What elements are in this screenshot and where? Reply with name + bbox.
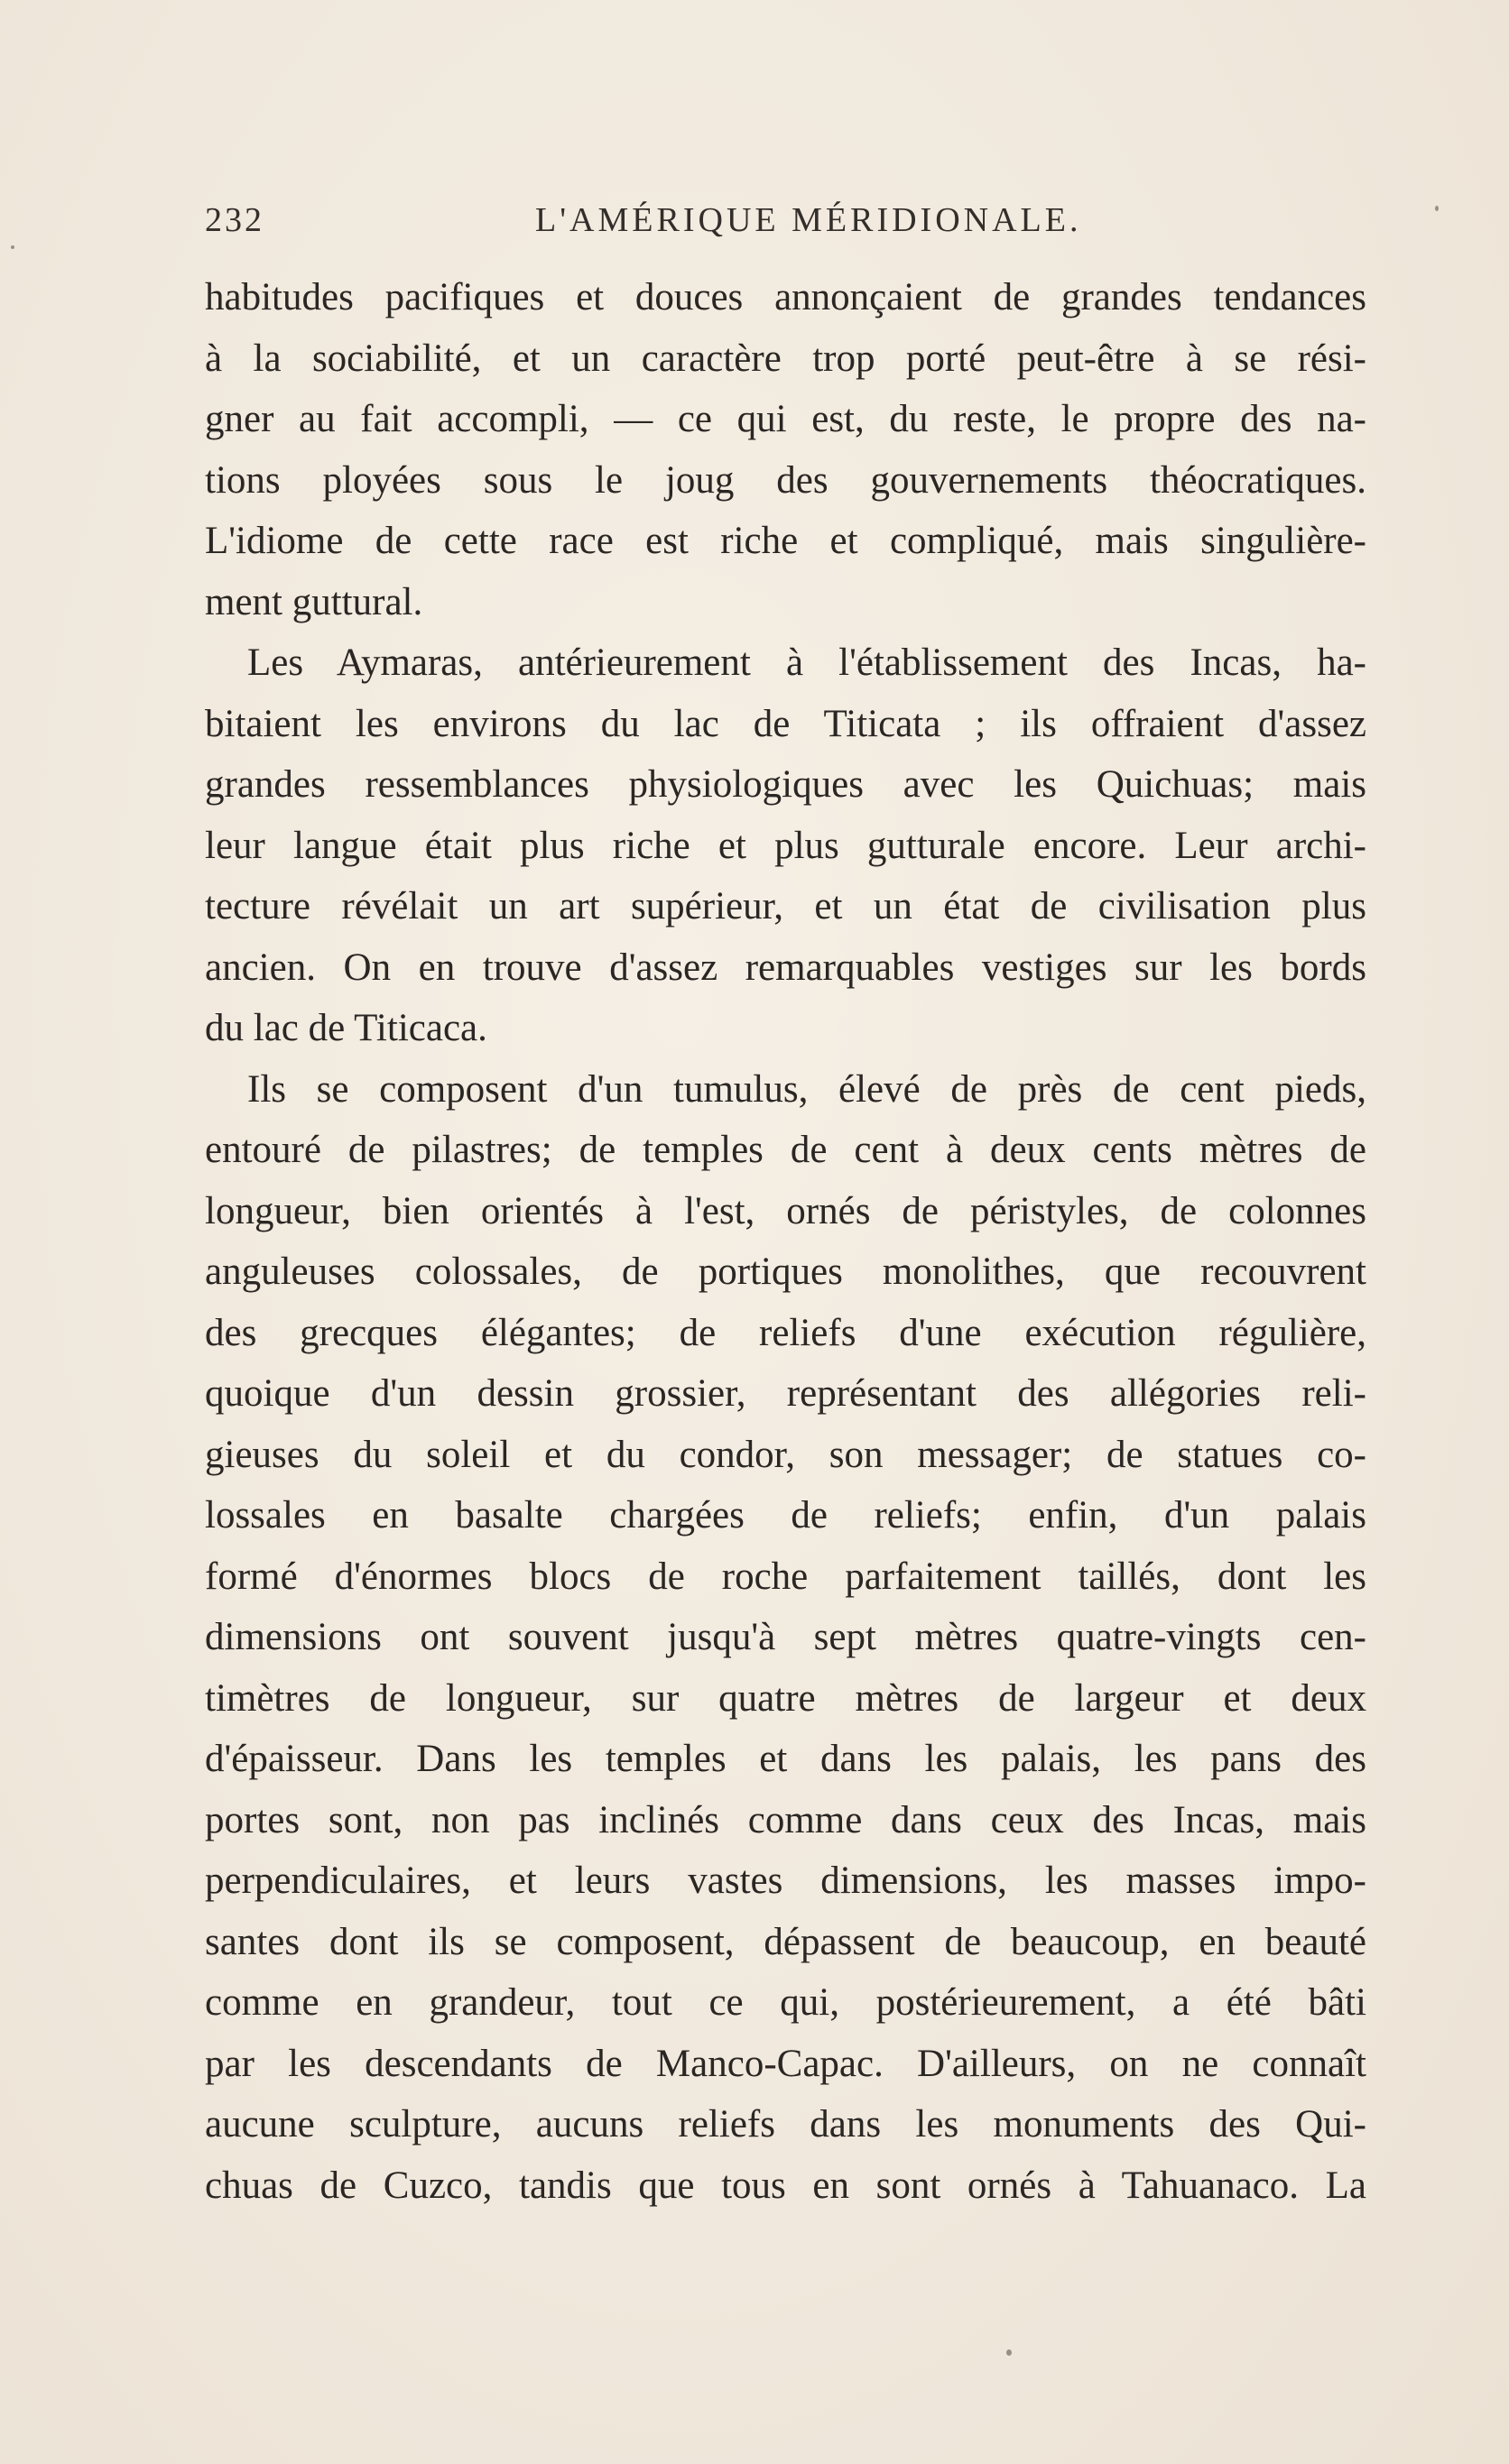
body-text <box>205 267 1366 2216</box>
text-line: Les Aymaras, antérieurement à l'établissement des Incas, ha- <box>247 641 1366 684</box>
text-line: entouré de pilastres; de temples de cent à deux cents mètres de <box>205 1129 1366 1171</box>
text-line: lossales en basalte chargées de reliefs; enfin, d'un palais <box>205 1494 1366 1537</box>
text-line: formé d'énormes blocs de roche parfaitement taillés, dont les <box>205 1555 1366 1598</box>
paragraph <box>205 267 1366 632</box>
text-line: par les descendants de Manco-Capac. D'ailleurs, on ne connaît <box>205 2042 1366 2085</box>
text-line: tions ployées sous le joug des gouvernements théocratiques. <box>205 458 1366 502</box>
text-line: timètres de longueur, sur quatre mètres de largeur et deux <box>205 1676 1366 1720</box>
text-line: du lac de Titicaca. <box>205 1007 487 1049</box>
text-line: chuas de Cuzco, tandis que tous en sont ornés à Tahuanaco. La <box>205 2164 1366 2207</box>
text-line: leur langue était plus riche et plus gutturale encore. Leur archi- <box>205 824 1366 867</box>
paragraph <box>205 1059 1366 2217</box>
running-title: L'AMÉRIQUE MÉRIDIONALE. <box>535 201 1082 239</box>
text-line: grandes ressemblances physiologiques avec les Quichuas; mais <box>205 763 1366 806</box>
text-line: ancien. On en trouve d'assez remarquables vestiges sur les bords <box>205 946 1366 989</box>
text-line: ment guttural. <box>205 580 423 623</box>
paper-speck <box>11 245 14 249</box>
paper-speck <box>1006 2349 1012 2356</box>
paper-speck <box>1435 206 1439 211</box>
text-line: gieuses du soleil et du condor, son messager; de statues co- <box>205 1433 1366 1476</box>
text-line: à la sociabilité, et un caractère trop porté peut-être à se rési- <box>205 337 1366 380</box>
paragraph <box>205 632 1366 1059</box>
text-line: longueur, bien orientés à l'est, ornés de péristyles, de colonnes <box>205 1189 1366 1232</box>
text-line: bitaient les environs du lac de Titicata ; ils offraient d'assez <box>205 702 1366 745</box>
text-line: anguleuses colossales, de portiques monolithes, que recouvrent <box>205 1250 1366 1293</box>
text-line: gner au fait accompli, — ce qui est, du reste, le propre des na- <box>205 398 1366 440</box>
text-line: Ils se composent d'un tumulus, élevé de près de cent pieds, <box>247 1067 1366 1111</box>
text-line: perpendiculaires, et leurs vastes dimensions, les masses impo- <box>205 1860 1366 1902</box>
text-line: portes sont, non pas inclinés comme dans ceux des Incas, mais <box>205 1798 1366 1841</box>
text-line: quoique d'un dessin grossier, représentant des allégories reli- <box>205 1372 1366 1415</box>
page-number: 232 <box>205 201 264 239</box>
text-line: tecture révélait un art supérieur, et un état de civilisation plus <box>205 885 1366 927</box>
text-line: L'idiome de cette race est riche et compliqué, mais singulière- <box>205 520 1366 562</box>
text-line: des grecques élégantes; de reliefs d'une exécution régulière, <box>205 1311 1366 1354</box>
page-header <box>205 200 1378 254</box>
text-line: habitudes pacifiques et douces annonçaient de grandes tendances <box>205 276 1366 318</box>
text-line: dimensions ont souvent jusqu'à sept mètres quatre-vingts cen- <box>205 1616 1366 1658</box>
text-line: aucune sculpture, aucuns reliefs dans les monuments des Qui- <box>205 2103 1366 2146</box>
text-line: comme en grandeur, tout ce qui, postérieurement, a été bâti <box>205 1981 1366 2024</box>
text-line: d'épaisseur. Dans les temples et dans les palais, les pans des <box>205 1738 1366 1780</box>
text-line: santes dont ils se composent, dépassent de beaucoup, en beauté <box>205 1920 1366 1963</box>
